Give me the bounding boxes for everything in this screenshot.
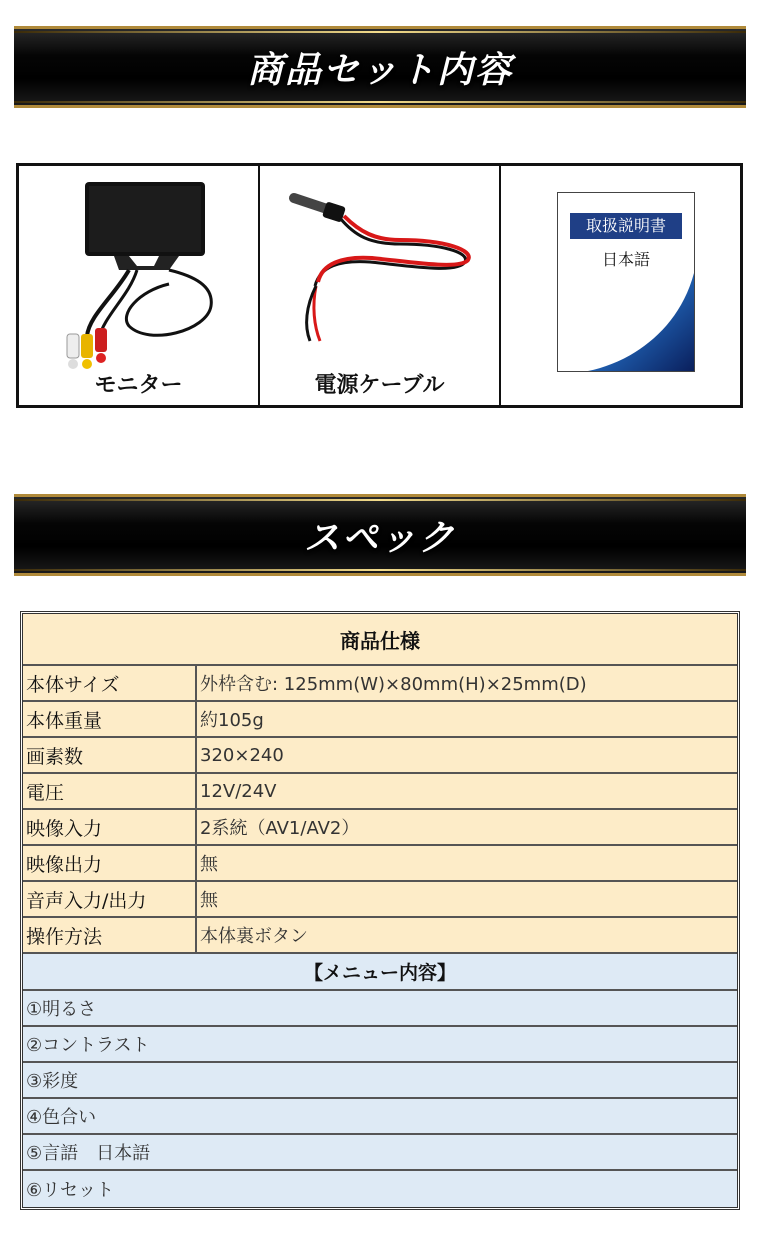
menu-item: ②コントラスト	[23, 1027, 737, 1063]
manual-title: 取扱説明書	[570, 213, 682, 239]
table-row	[23, 810, 737, 846]
menu-item: ③彩度	[23, 1063, 737, 1099]
spec-value: 320×240	[197, 738, 737, 772]
spec-key: 映像入力	[23, 810, 197, 844]
spec-value: 本体裏ボタン	[197, 918, 737, 952]
table-row	[23, 882, 737, 918]
spec-key: 本体サイズ	[23, 666, 197, 700]
table-row	[23, 702, 737, 738]
manual-language: 日本語	[601, 250, 650, 269]
spec-key: 画素数	[23, 738, 197, 772]
contents-cell-manual	[501, 166, 740, 405]
contents-section-banner	[14, 26, 746, 108]
manual-image	[557, 192, 695, 372]
spec-value: 2系統（AV1/AV2）	[197, 810, 737, 844]
spec-key: 電圧	[23, 774, 197, 808]
spec-value: 無	[197, 846, 737, 880]
contents-cell-monitor	[19, 166, 260, 405]
contents-label-power-cable: 電源ケーブル	[314, 373, 445, 398]
power-cable-image	[260, 166, 500, 376]
table-row	[23, 666, 737, 702]
spec-value: 無	[197, 882, 737, 916]
spec-key: 本体重量	[23, 702, 197, 736]
spec-key: 音声入力/出力	[23, 882, 197, 916]
spec-value: 約105g	[197, 702, 737, 736]
monitor-image	[19, 166, 259, 376]
spec-key: 操作方法	[23, 918, 197, 952]
spec-section-banner	[14, 494, 746, 576]
table-row	[23, 918, 737, 954]
spec-section-title: スペック	[303, 517, 456, 559]
spec-value: 外枠含む: 125mm(W)×80mm(H)×25mm(D)	[197, 666, 737, 700]
table-row	[23, 738, 737, 774]
spec-table	[20, 611, 740, 1210]
table-row	[23, 774, 737, 810]
menu-item: ⑤言語 日本語	[23, 1135, 737, 1171]
menu-item: ⑥リセット	[23, 1171, 737, 1207]
contents-label-monitor: モニター	[94, 373, 183, 398]
table-row	[23, 846, 737, 882]
contents-section-title: 商品セット内容	[246, 49, 513, 91]
spec-key: 映像出力	[23, 846, 197, 880]
spec-value: 12V/24V	[197, 774, 737, 808]
menu-item: ①明るさ	[23, 991, 737, 1027]
spec-table-title: 商品仕様	[23, 614, 737, 666]
menu-title: 【メニュー内容】	[23, 954, 737, 991]
menu-item: ④色合い	[23, 1099, 737, 1135]
contents-cell-power-cable	[260, 166, 501, 405]
set-contents-grid	[16, 163, 743, 408]
